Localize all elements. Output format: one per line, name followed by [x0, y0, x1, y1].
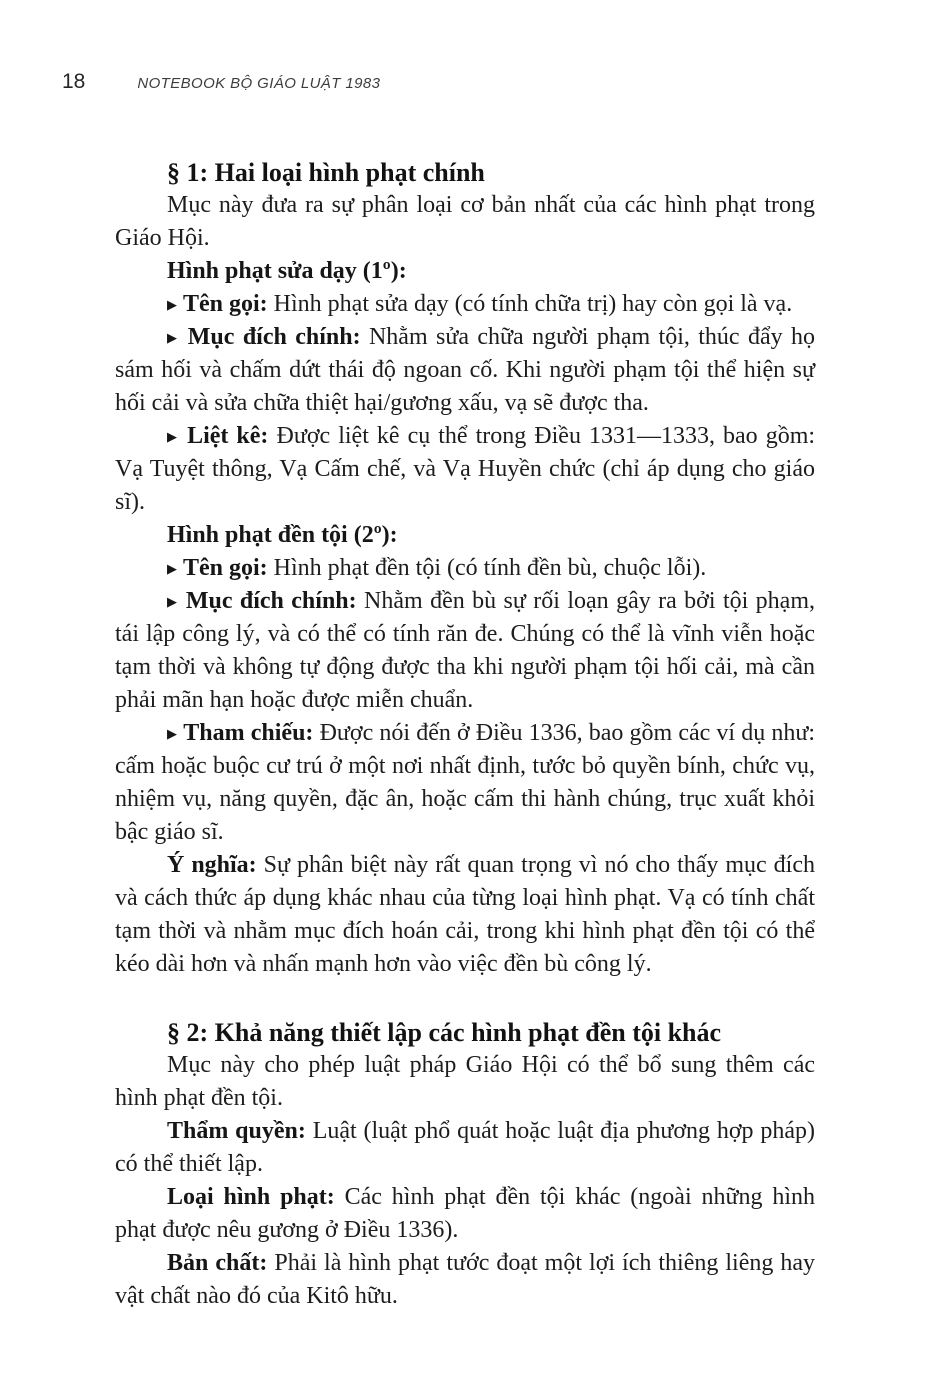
paragraph-text: Được nói đến ở Điều 1336, bao gồm các ví dụ như: cấm hoặc buộc cư trú ở một nơi nhất định, tước bỏ quyền bính, chức vụ, nhiệm vụ, năng quyền, đặc ân, hoặc cấm thi hành chúng, trục xuất khỏi bậc giáo sĩ.: [115, 720, 816, 845]
paragraph: [115, 189, 815, 255]
paragraph-text: Được liệt kê cụ thể trong Điều 1331—1333, bao gồm: Vạ Tuyệt thông, Vạ Cấm chế, và Vạ Huyền chức (chỉ áp dụng cho giáo sĩ).: [115, 423, 816, 515]
paragraph-text: Mục này đưa ra sự phân loại cơ bản nhất của các hình phạt trong Giáo Hội.: [115, 192, 815, 251]
triangle-bullet-icon: ▶: [167, 726, 178, 741]
section-heading: § 1: Hai loại hình phạt chính: [167, 158, 485, 187]
paragraph-lead: Mục đích chính:: [185, 588, 357, 614]
paragraph-text: Mục này cho phép luật pháp Giáo Hội có thể bổ sung thêm các hình phạt đền tội.: [115, 1052, 815, 1111]
section-2: [115, 1016, 815, 1313]
section-heading: § 2: Khả năng thiết lập các hình phạt đền tội khác: [167, 1018, 722, 1047]
paragraph-lead: Thẩm quyền:: [167, 1118, 306, 1144]
triangle-bullet-icon: ▶: [167, 297, 177, 312]
paragraph-text: Các hình phạt đền tội khác (ngoài những hình phạt được nêu gương ở Điều 1336).: [115, 1184, 815, 1243]
section-1: [115, 156, 815, 981]
paragraph-text: Hình phạt sửa dạy (có tính chữa trị) hay còn gọi là vạ.: [273, 291, 793, 317]
paragraph-lead: Liệt kê:: [187, 423, 269, 449]
paragraph: [115, 552, 815, 585]
paragraph-lead: Bản chất:: [167, 1250, 268, 1276]
paragraph: [115, 321, 815, 420]
paragraph: [115, 717, 815, 849]
paragraph-lead: Tên gọi:: [183, 555, 268, 581]
paragraph-text: Nhằm sửa chữa người phạm tội, thúc đẩy họ sám hối và chấm dứt thái độ ngoan cố. Khi người phạm tội thể hiện sự hối cải và sửa chữa thiệt hại/gương xấu, vạ sẽ được tha.: [115, 324, 816, 416]
paragraph: [115, 585, 815, 717]
paragraph: [115, 288, 815, 321]
paragraph-text: Sự phân biệt này rất quan trọng vì nó cho thấy mục đích và cách thức áp dụng khác nhau của từng loại hình phạt. Vạ có tính chất tạm thời và nhằm mục đích hoán cải, trong khi hình phạt đền tội có thể kéo dài hơn và nhấn mạnh hơn vào việc đền bù công lý.: [115, 852, 815, 977]
triangle-bullet-icon: ▶: [167, 594, 179, 609]
paragraph: [115, 1247, 815, 1313]
page-content: [115, 156, 815, 1313]
paragraph-lead: Hình phạt đền tội (2º):: [167, 522, 398, 548]
running-header: [0, 0, 928, 94]
page-number: 18: [62, 70, 86, 93]
triangle-bullet-icon: ▶: [167, 429, 180, 444]
paragraph-lead: Tên gọi:: [183, 291, 268, 317]
paragraph: [115, 1049, 815, 1115]
triangle-bullet-icon: ▶: [167, 330, 180, 345]
paragraph-text: Hình phạt đền tội (có tính đền bù, chuộc lỗi).: [273, 555, 707, 581]
running-title: NOTEBOOK BỘ GIÁO LUẬT 1983: [137, 75, 381, 92]
paragraph-lead: Tham chiếu:: [183, 720, 314, 746]
paragraph-lead: Ý nghĩa:: [167, 852, 257, 878]
paragraph: [115, 1115, 815, 1181]
paragraph: [115, 255, 815, 288]
paragraph: [115, 420, 815, 519]
paragraph: [115, 1181, 815, 1247]
paragraph-lead: Hình phạt sửa dạy (1º):: [167, 258, 407, 284]
paragraph: [115, 519, 815, 552]
paragraph: [115, 849, 815, 981]
paragraph-text: Phải là hình phạt tước đoạt một lợi ích thiêng liêng hay vật chất nào đó của Kitô hữu.: [115, 1250, 816, 1309]
paragraph-lead: Loại hình phạt:: [167, 1184, 335, 1210]
paragraph-lead: Mục đích chính:: [187, 324, 361, 350]
triangle-bullet-icon: ▶: [167, 561, 177, 576]
paragraph-text: Nhằm đền bù sự rối loạn gây ra bởi tội phạm, tái lập công lý, và có thể có tính răn đe. Chúng có thể là vĩnh viễn hoặc tạm thời và không tự động được tha khi người phạm tội hối cải, mà cần phải mãn hạn hoặc được miễn chuẩn.: [115, 588, 816, 713]
paragraph-text: Luật (luật phổ quát hoặc luật địa phương hợp pháp) có thể thiết lập.: [115, 1118, 815, 1177]
